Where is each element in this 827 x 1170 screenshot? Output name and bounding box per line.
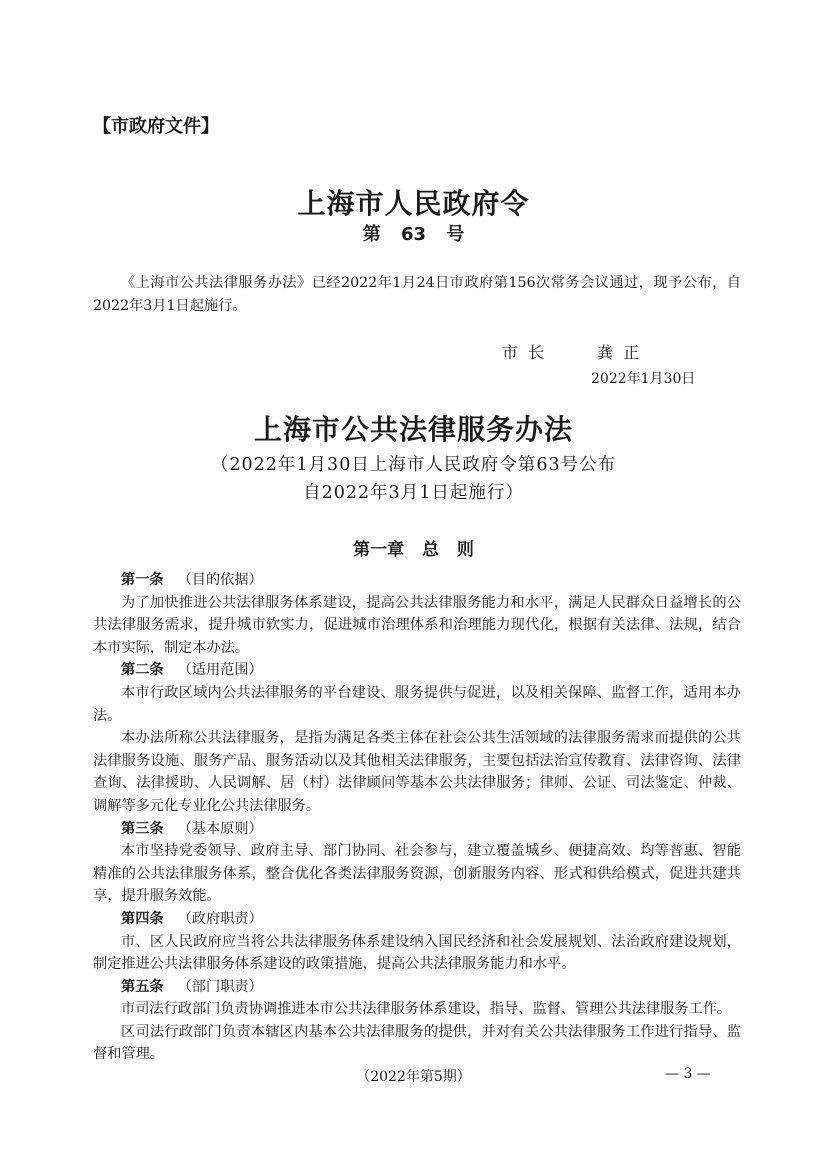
signer-name: 龚 正: [597, 343, 640, 362]
article-paragraph: 为了加快推进公共法律服务体系建设，提高公共法律服务能力和水平，满足人民群众日益增长的公共法律服务需求，提升城市软实力，促进城市治理体系和治理能力现代化，根据有关法律、法规，结合本市实际，制定本办法。: [93, 594, 741, 656]
article-heading: [93, 659, 741, 682]
article-number: 第一条: [121, 572, 164, 588]
article-topic: （部门职责）: [177, 978, 263, 995]
page-number: — 3 —: [665, 1066, 711, 1082]
order-date: 2022年1月30日: [591, 371, 696, 387]
article-paragraph: 区司法行政部门负责本辖区内基本公共法律服务的提供，并对有关公共法律服务工作进行指导、监督和管理。: [93, 1023, 741, 1063]
article-heading: [93, 818, 741, 841]
regulation-title: 上海市公共法律服务办法: [253, 413, 573, 446]
article-number: 第五条: [121, 978, 164, 995]
section-tag: 【市政府文件】: [93, 116, 219, 137]
regulation-subtitle-1: （2022年1月30日上海市人民政府令第63号公布: [210, 455, 617, 475]
chapter-heading: 第一章 总 则: [353, 540, 474, 560]
signature: [502, 340, 639, 363]
article-heading: [93, 976, 741, 999]
article-paragraph: 市、区人民政府应当将公共法律服务体系建设纳入国民经济和社会发展规划、法治政府建设规划，制定推进公共法律服务体系建设的政策措施，提高公共法律服务能力和水平。: [93, 933, 741, 973]
regulation-subtitle-2: 自2022年3月1日起施行）: [303, 483, 524, 503]
article-number: 第三条: [121, 820, 164, 837]
article-paragraph: 本办法所称公共法律服务，是指为满足各类主体在社会公共生活领域的法律服务需求而提供的公共法律服务设施、服务产品、服务活动以及其他相关法律服务，主要包括法治宣传教育、法律咨询、法律查询、法律援助、人民调解、居（村）法律顾问等基本公共法律服务；律师、公证、司法鉴定、仲裁、调解等多元化专业化公共法律服务。: [93, 730, 741, 814]
article-topic: （目的依据）: [177, 572, 263, 588]
order-title: 上海市人民政府令: [297, 187, 530, 220]
order-number: 第 63 号: [362, 224, 465, 245]
article-number: 第四条: [121, 910, 164, 927]
article-topic: （适用范围）: [177, 662, 263, 679]
article-heading: [93, 908, 741, 931]
signer-role: 市 长: [502, 343, 545, 362]
article-paragraph: 市司法行政部门负责协调推进本市公共法律服务体系建设，指导、监督、管理公共法律服务工作。: [121, 1001, 732, 1018]
order-intro: 《上海市公共法律服务办法》已经2022年1月24日市政府第156次常务会议通过，现予公布，自2022年3月1日起施行。: [93, 275, 741, 314]
article-paragraph: 本市行政区域内公共法律服务的平台建设、服务提供与促进，以及相关保障、监督工作，适用本办法。: [93, 684, 741, 724]
article-paragraph: 本市坚持党委领导、政府主导、部门协同、社会参与，建立覆盖城乡、便捷高效、均等普惠、智能精准的公共法律服务体系，整合优化各类法律服务资源，创新服务内容、形式和供给模式，促进共建共享，提升服务效能。: [93, 843, 741, 905]
article-topic: （基本原则）: [177, 820, 263, 837]
article-topic: （政府职责）: [177, 910, 263, 927]
article-number: 第二条: [121, 662, 164, 679]
issue-label: （2022年第5期）: [356, 1069, 471, 1085]
article-heading: [93, 569, 741, 592]
articles: [93, 569, 741, 1066]
